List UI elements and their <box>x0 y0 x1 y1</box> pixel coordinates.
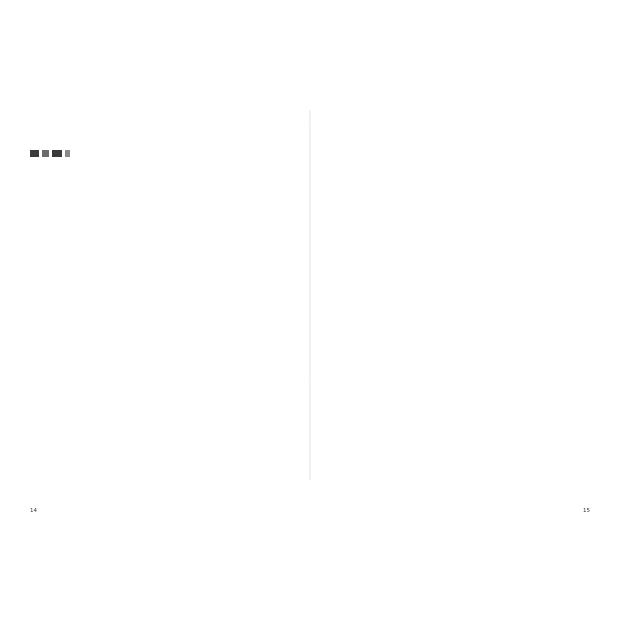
right-page-number: 15 <box>583 508 590 514</box>
header-decor-mark <box>65 150 70 157</box>
left-page-number: 14 <box>30 508 37 514</box>
header-decor-mark <box>30 150 39 157</box>
right-page <box>310 0 620 620</box>
header-decor-mark <box>52 150 62 157</box>
left-running-head <box>30 150 75 157</box>
header-decor-mark <box>42 150 49 157</box>
